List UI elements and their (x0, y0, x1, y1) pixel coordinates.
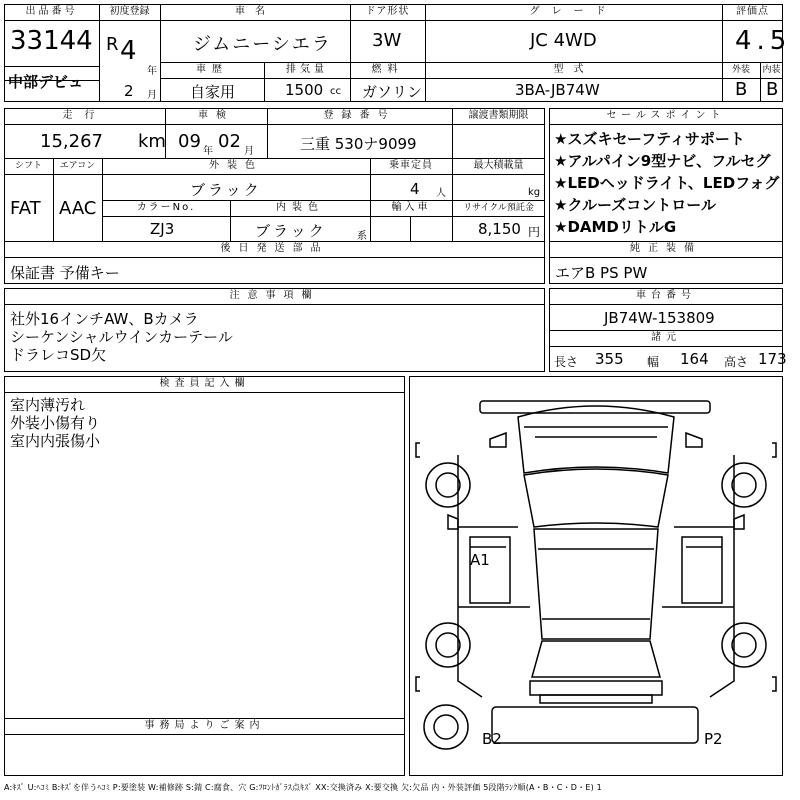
fuel-label: 燃料 (371, 64, 404, 75)
exterior-score: B (735, 79, 748, 100)
mileage: 15,267 (40, 131, 103, 152)
inspection-year-unit: 年 (203, 146, 213, 157)
height-label: 高さ (724, 355, 749, 369)
interior-color-unit: 系 (357, 231, 367, 242)
chassis-number: JB74W-153809 (604, 309, 715, 327)
office-label: 事務局よりご案内 (144, 720, 265, 731)
inspector-line: 外装小傷有り (10, 414, 101, 432)
length-label: 長さ (554, 355, 579, 369)
width-label: 幅 (647, 355, 660, 369)
door-label: ドア形状 (365, 6, 410, 17)
score: 4.5 (735, 26, 792, 56)
sales-point: ★スズキセーフティサポート (554, 130, 745, 148)
damage-mark-p2: P2 (704, 730, 723, 748)
equipment: エアB PS PW (555, 264, 648, 282)
grade-label: グレード (529, 6, 618, 17)
exterior-label: 外装 (731, 65, 750, 75)
shift-label: シフト (14, 161, 42, 171)
inspector-label: 検査員記入欄 (159, 378, 250, 389)
displacement-unit: cc (330, 86, 341, 97)
era-letter: R (106, 34, 119, 55)
dimensions-label: 諸元 (651, 332, 681, 343)
first-registration-label: 初度登録 (109, 6, 150, 17)
color-number-label: カラーNo. (136, 202, 196, 213)
notes-lines (10, 310, 233, 364)
month-unit: 月 (147, 90, 157, 101)
inspector-line: 室内薄汚れ (10, 396, 86, 414)
exterior-color: ブラック (190, 181, 262, 199)
chassis-label: 車台番号 (636, 290, 696, 301)
recycle-unit: 円 (528, 225, 541, 239)
height: 173 (758, 350, 787, 368)
plate-label: 登録番号 (323, 110, 396, 121)
damage-mark-b2: B2 (482, 730, 502, 748)
mileage-label: 走行 (62, 110, 107, 121)
model-code-label: 型式 (553, 64, 594, 75)
history: 自家用 (190, 83, 236, 101)
car-name-label: 車名 (235, 6, 275, 17)
lot-number-label: 出品番号 (25, 6, 78, 17)
recycle-label: リサイクル預託金 (463, 203, 534, 213)
inspection-label: 車検 (198, 110, 234, 121)
score-label: 評価点 (736, 6, 769, 17)
interior-score: B (766, 79, 779, 100)
model-code: 3BA-JB74W (515, 81, 600, 99)
sales-point: ★DAMDリトルG (554, 218, 677, 236)
sales-points-label: セールスポイント (606, 110, 726, 121)
damage-diagram (409, 376, 783, 776)
note-line: ドラレコSD欠 (10, 346, 107, 364)
max-load-unit: kg (528, 187, 541, 198)
sales-point: ★アルパイン9型ナビ、フルセグ (554, 152, 771, 170)
capacity-unit: 人 (436, 188, 446, 199)
registration-month: 2 (124, 82, 134, 100)
max-load-label: 最大積載量 (473, 160, 524, 171)
capacity: 4 (410, 180, 420, 198)
note-line: 社外16インチAW、Bカメラ (10, 310, 199, 328)
registration-year: 4 (120, 36, 137, 66)
inspection-month: 02 (218, 131, 241, 152)
car-name: ジムニーシエラ (193, 34, 332, 55)
ac-label: エアコン (59, 161, 96, 171)
inspection-month-unit: 月 (244, 146, 254, 157)
legend: A:ｷｽﾞ U:ﾍｺﾐ B:ｷｽﾞを伴うﾍｺﾐ P:要塗装 W:補修跡 S:錆 C:腐食、穴 G:ﾌﾛﾝﾄｶﾞﾗｽ点ｷｽﾞ XX:交換済み X:要交換 欠:欠品 内・外装評価 5段階ﾗﾝｸ順(A・B・C・D・E) 1 (4, 783, 602, 792)
exterior-color-label: 外装色 (209, 160, 263, 171)
shift: FAT (10, 198, 41, 219)
inspection-year: 09 (178, 131, 201, 152)
car-outline (410, 377, 782, 775)
later-parts: 保証書 予備キー (10, 264, 120, 282)
later-parts-label: 後日発送部品 (220, 243, 329, 254)
notes-label: 注意事項欄 (229, 290, 320, 301)
color-number: ZJ3 (150, 220, 175, 238)
door-type: 3W (372, 30, 402, 51)
length: 355 (595, 350, 624, 368)
plate-number: 三重 530ナ9099 (300, 135, 417, 153)
lot-number: 33144 (10, 26, 93, 56)
displacement-label: 排気量 (286, 64, 328, 75)
damage-mark-a1: A1 (470, 551, 490, 569)
history-label: 車歴 (196, 64, 228, 75)
inspector-line: 室内内張傷小 (10, 432, 101, 450)
width: 164 (680, 350, 709, 368)
ac: AAC (59, 198, 97, 219)
sales-point: ★クルーズコントロール (554, 196, 716, 214)
transfer-deadline-label: 譲渡書類期限 (468, 110, 529, 121)
model-change: 中部デビュ (8, 73, 84, 91)
mileage-unit: km (138, 131, 166, 152)
grade: JC 4WD (530, 30, 597, 51)
sales-point: ★LEDヘッドライト、LEDフォグ (554, 174, 780, 192)
fuel: ガソリン (362, 83, 423, 101)
interior-color-label: 内装色 (276, 202, 324, 213)
recycle-fee: 8,150 (478, 220, 521, 238)
equipment-label: 純正装備 (630, 243, 702, 254)
capacity-label: 乗車定員 (389, 160, 433, 171)
interior-label: 内装 (762, 65, 781, 75)
note-line: シーケンシャルウインカーテール (10, 328, 233, 346)
year-unit: 年 (147, 66, 157, 77)
interior-color: ブラック (255, 222, 327, 240)
import-label: 輸入車 (391, 202, 431, 213)
displacement: 1500 (285, 81, 324, 99)
inspector-lines (10, 396, 100, 450)
